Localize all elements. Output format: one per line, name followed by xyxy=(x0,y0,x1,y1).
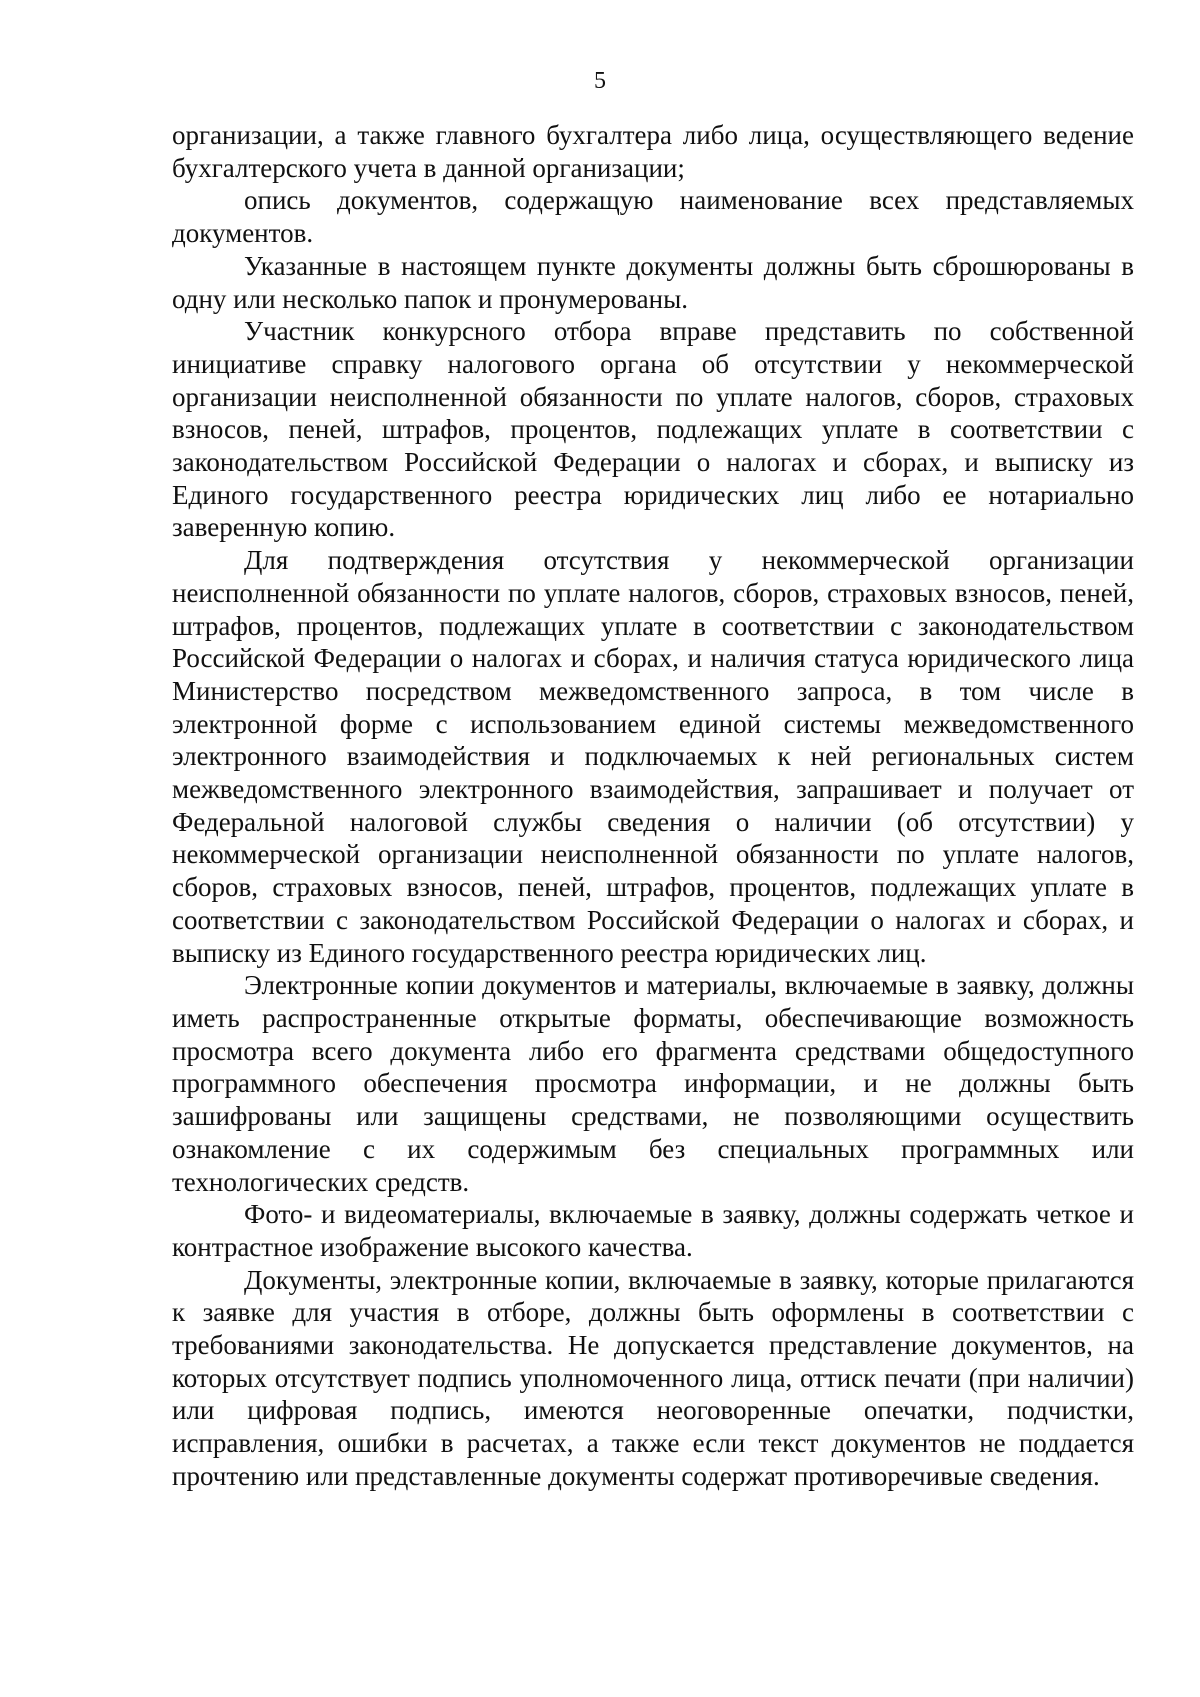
document-body xyxy=(172,119,1134,1493)
paragraph-photo-video: Фото- и видеоматериалы, включаемые в заявку, должны содержать четкое и контрастное изображение высокого качества. xyxy=(172,1199,1134,1262)
paragraph-continuation: организации, а также главного бухгалтера либо лица, осуществляющего ведение бухгалтерского учета в данной организации; xyxy=(172,120,1134,183)
page-number: 5 xyxy=(594,68,606,94)
paragraph-interagency-request: Для подтверждения отсутствия у некоммерческой организации неисполненной обязанности по уплате налогов, сборов, страховых взносов, пеней, штрафов, процентов, подлежащих уплате в соответствии с законодательством Российской Федерации о налогах и сборах, и наличия статуса юридического лица Министерство посредством межведомственного запроса, в том числе в электронной форме с использованием единой системы межведомственного электронного взаимодействия и подключаемых к ней региональных систем межведомственного электронного взаимодействия, запрашивает и получает от Федеральной налоговой службы сведения о наличии (об отсутствии) у некоммерческой организации неисполненной обязанности по уплате налогов, сборов, страховых взносов, пеней, штрафов, процентов, подлежащих уплате в соответствии с законодательством Российской Федерации о налогах и сборах, и выписку из Единого государственного реестра юридических лиц. xyxy=(172,545,1134,968)
paragraph-document-inventory: опись документов, содержащую наименование всех представляемых документов. xyxy=(172,185,1134,249)
paragraph-document-requirements: Документы, электронные копии, включаемые в заявку, которые прилагаются к заявке для участия в отборе, должны быть оформлены в соответствии с требованиями законодательства. Не допускается представление документов, на которых отсутствует подпись уполномоченного лица, оттиск печати (при наличии) или цифровая подпись, имеются неоговоренные опечатки, подчистки, исправления, ошибки в расчетах, а также если текст документов не поддается прочтению или представленные документы содержат противоречивые сведения. xyxy=(172,1264,1134,1491)
paragraph-binding-requirement: Указанные в настоящем пункте документы должны быть сброшюрованы в одну или несколько папок и пронумерованы. xyxy=(172,250,1134,314)
paragraph-electronic-copies: Электронные копии документов и материалы, включаемые в заявку, должны иметь распространенные открытые форматы, обеспечивающие возможность просмотра всего документа либо его фрагмента средствами общедоступного программного обеспечения просмотра информации, и не должны быть зашифрованы или защищены средствами, не позволяющими осуществить ознакомление с их содержимым без специальных программных или технологических средств. xyxy=(172,970,1134,1197)
paragraph-tax-certificate: Участник конкурсного отбора вправе представить по собственной инициативе справку налогового органа об отсутствии у некоммерческой организации неисполненной обязанности по уплате налогов, сборов, страховых взносов, пеней, штрафов, процентов, подлежащих уплате в соответствии с законодательством Российской Федерации о налогах и сборах, и выписку из Единого государственного реестра юридических лиц либо ее нотариально заверенную копию. xyxy=(172,316,1134,543)
